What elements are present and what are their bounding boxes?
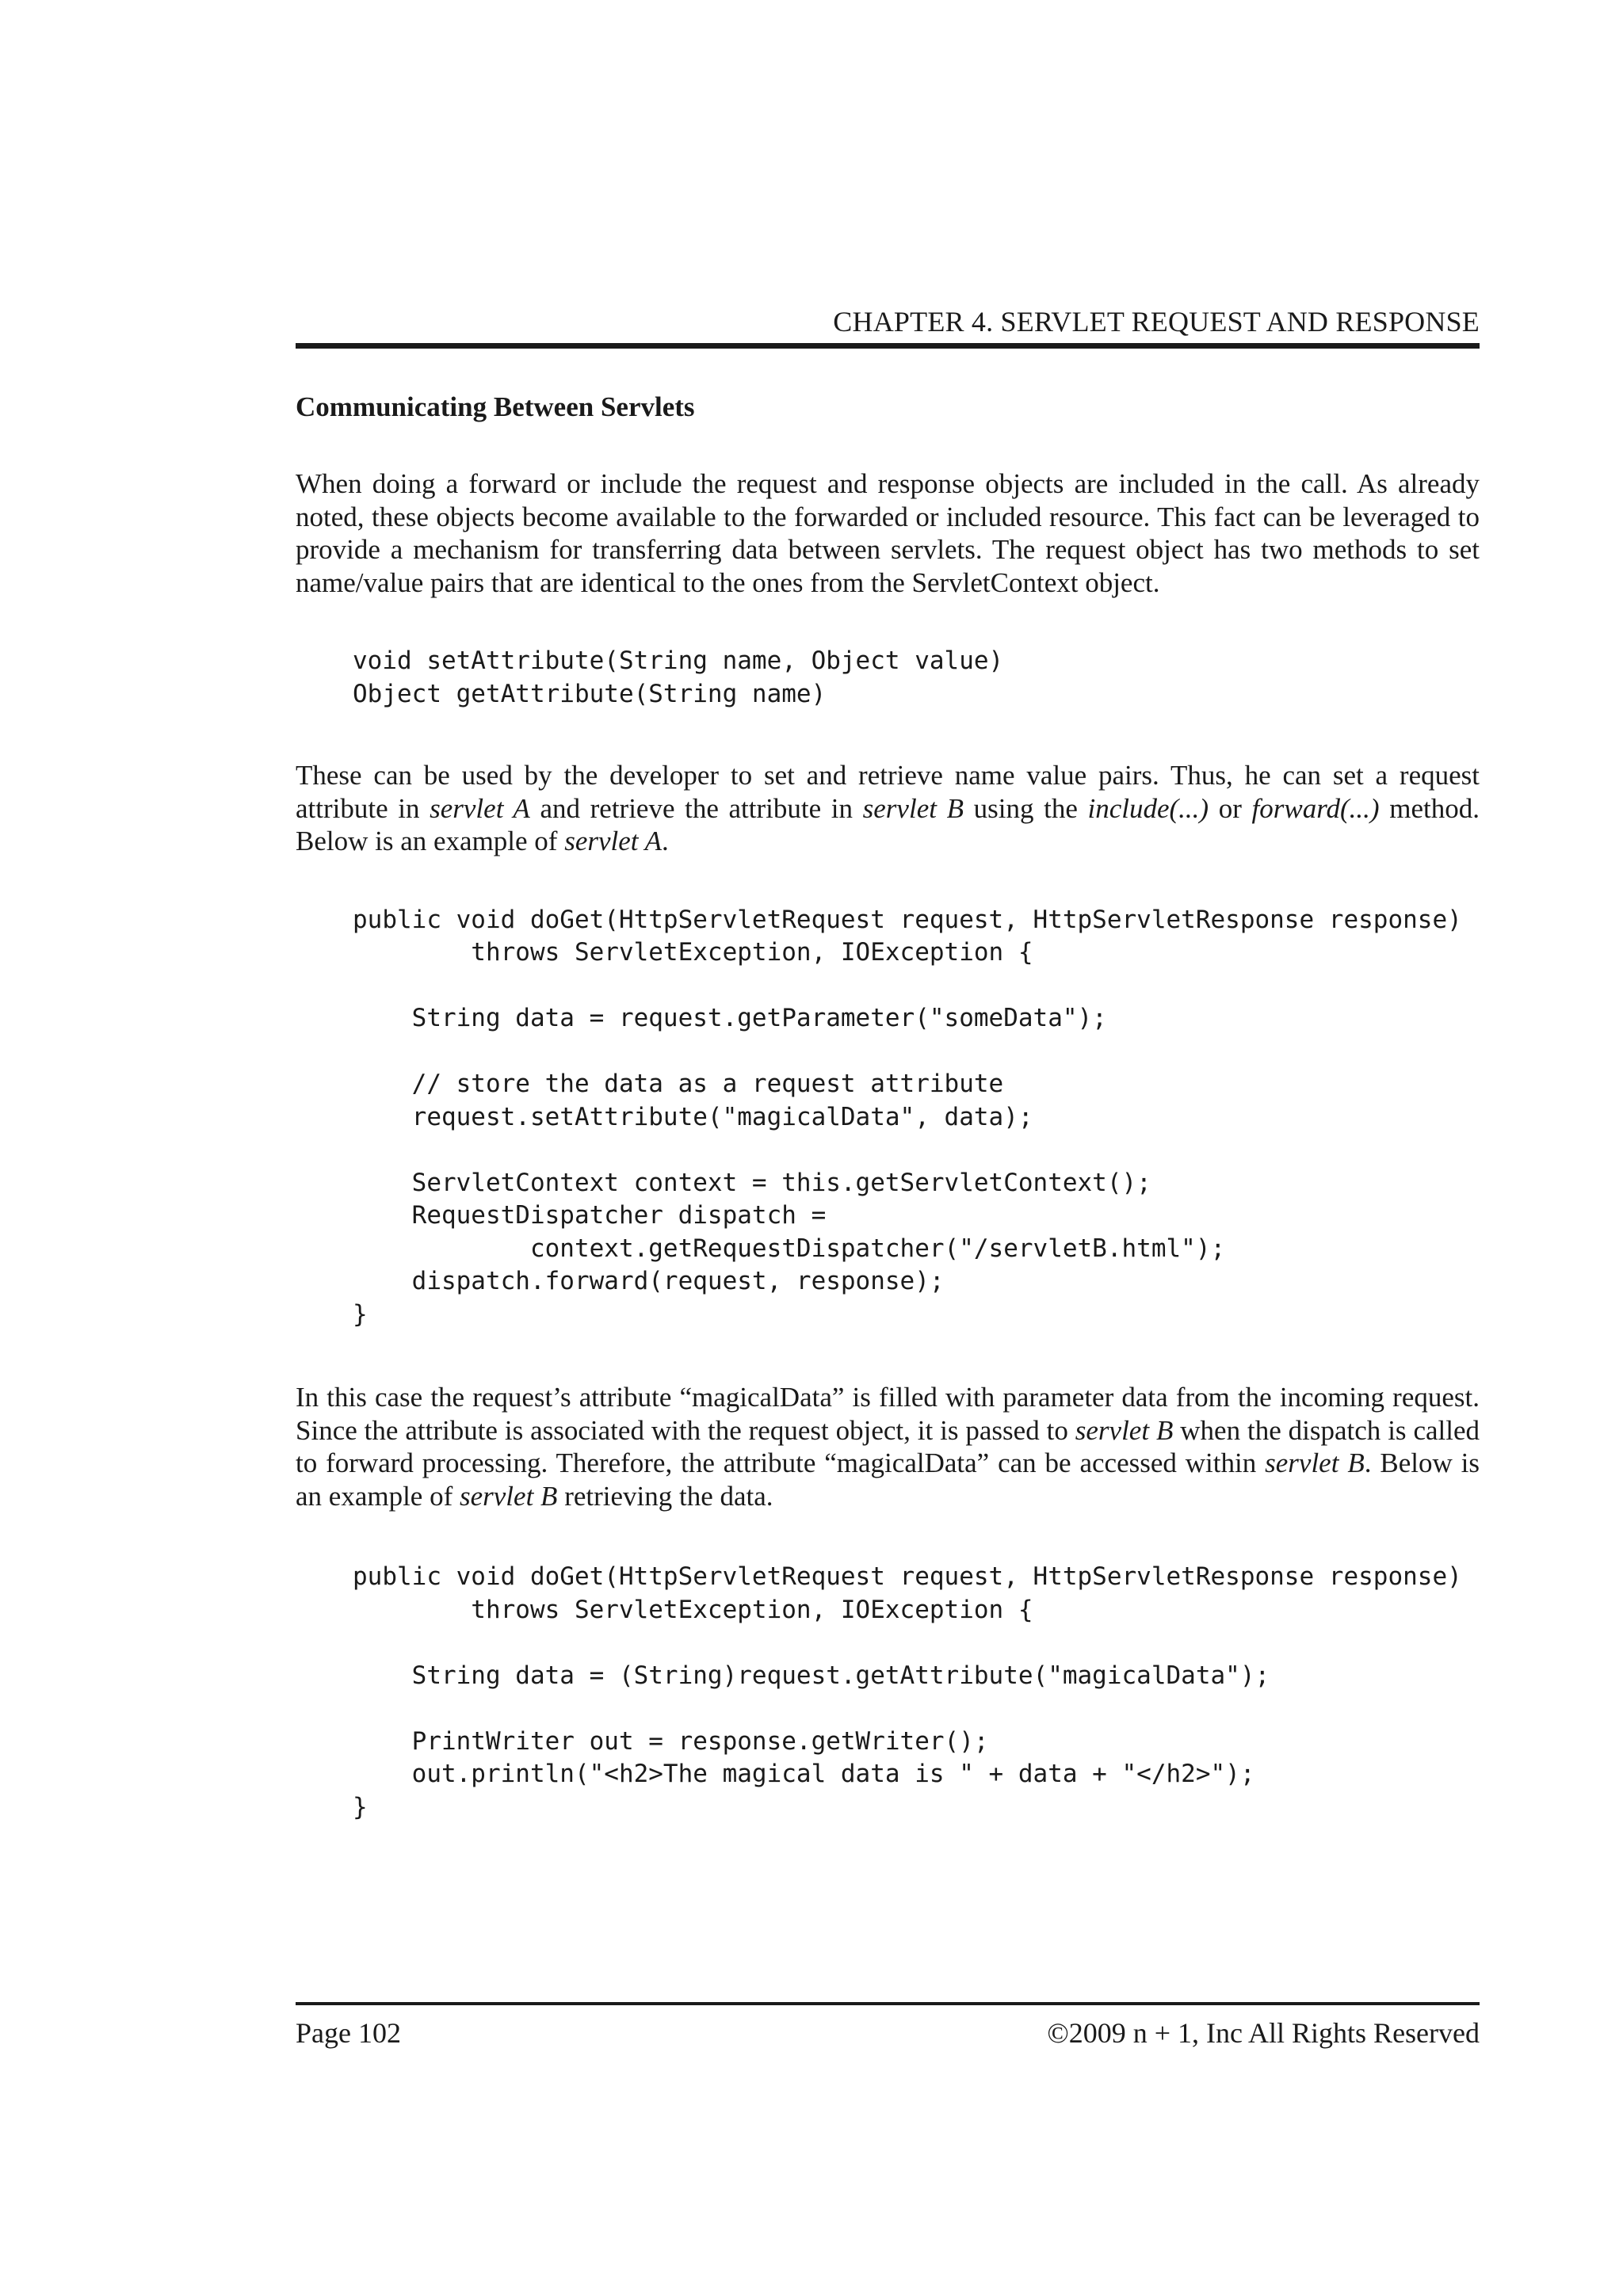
emphasis-servlet-a: servlet A	[564, 826, 663, 856]
text-span: and retrieve the attribute in	[529, 792, 863, 824]
emphasis-include: include(...)	[1087, 792, 1209, 824]
header-rule	[296, 343, 1480, 349]
emphasis-forward: forward(...)	[1251, 792, 1380, 824]
emphasis-servlet-b: servlet B	[862, 792, 964, 824]
paragraph-intro: When doing a forward or include the request and response objects are included in the call. As already noted, these objects become available to the forwarded or included resource. This fact can be leveraged to provide a mechanism for transferring data between servlets. The request object has two methods to set name/value pairs that are identical to the ones from the ServletContext object.	[296, 468, 1480, 598]
section-title: Communicating Between Servlets	[296, 391, 695, 422]
text-span: using the	[963, 792, 1088, 824]
emphasis-servlet-b: servlet B	[1265, 1447, 1365, 1478]
text-span: In this case the request’s attribute “magicalData” is filled with parameter data from the incoming request. Since the attribute is associated with the request object, it is passed to	[296, 1382, 1480, 1446]
text-span: retrieving the data.	[557, 1480, 773, 1512]
running-head: CHAPTER 4. SERVLET REQUEST AND RESPONSE	[833, 306, 1480, 338]
emphasis-servlet-b: servlet B	[1075, 1414, 1174, 1446]
text-span: . Below is an example of	[296, 1447, 1480, 1512]
page-number: Page 102	[296, 2017, 401, 2049]
code-block-attribute-methods: void setAttribute(String name, Object value) Object getAttribute(String name)	[353, 646, 1004, 708]
emphasis-servlet-a: servlet A	[430, 792, 530, 824]
copyright-notice: ©2009 n + 1, Inc All Rights Reserved	[1047, 2017, 1480, 2049]
code-block-servlet-a: public void doGet(HttpServletRequest request, HttpServletResponse response) throws ServletException, IOException { String data = request.getParameter("someData"); // store the data as a request attribute request.setAttribute("magicalData", data); ServletContext context = this.getServletContext(); RequestDispatcher dispatch = context.getRequestDispatcher("/servletB.html"); dispatch.forward(request, response); }	[353, 905, 1462, 1329]
code-block-servlet-b: public void doGet(HttpServletRequest request, HttpServletResponse response) throws ServletException, IOException { String data = (String)request.getAttribute("magicalData"); PrintWriter out = response.getWriter(); out.println("<h2>The magical data is " + data + "</h2>"); }	[353, 1562, 1462, 1821]
text-span: when the dispatch is called to forward processing. Therefore, the attribute “magicalData” can be accessed within	[296, 1414, 1480, 1478]
page-footer	[296, 2002, 1480, 2050]
text-span: .	[662, 826, 669, 856]
paragraph-explanation	[296, 1381, 1480, 1512]
footer-row	[296, 2016, 1480, 2050]
text-span: method. Below is an example of	[296, 792, 1480, 856]
paragraph-attributes	[296, 759, 1480, 858]
text-span: or	[1209, 792, 1252, 824]
page-content	[296, 304, 1480, 1824]
emphasis-servlet-b: servlet B	[460, 1480, 558, 1512]
text-span: These can be used by the developer to set and retrieve name value pairs. Thus, he can set a request attribute in	[296, 760, 1480, 824]
footer-rule	[296, 2002, 1480, 2005]
